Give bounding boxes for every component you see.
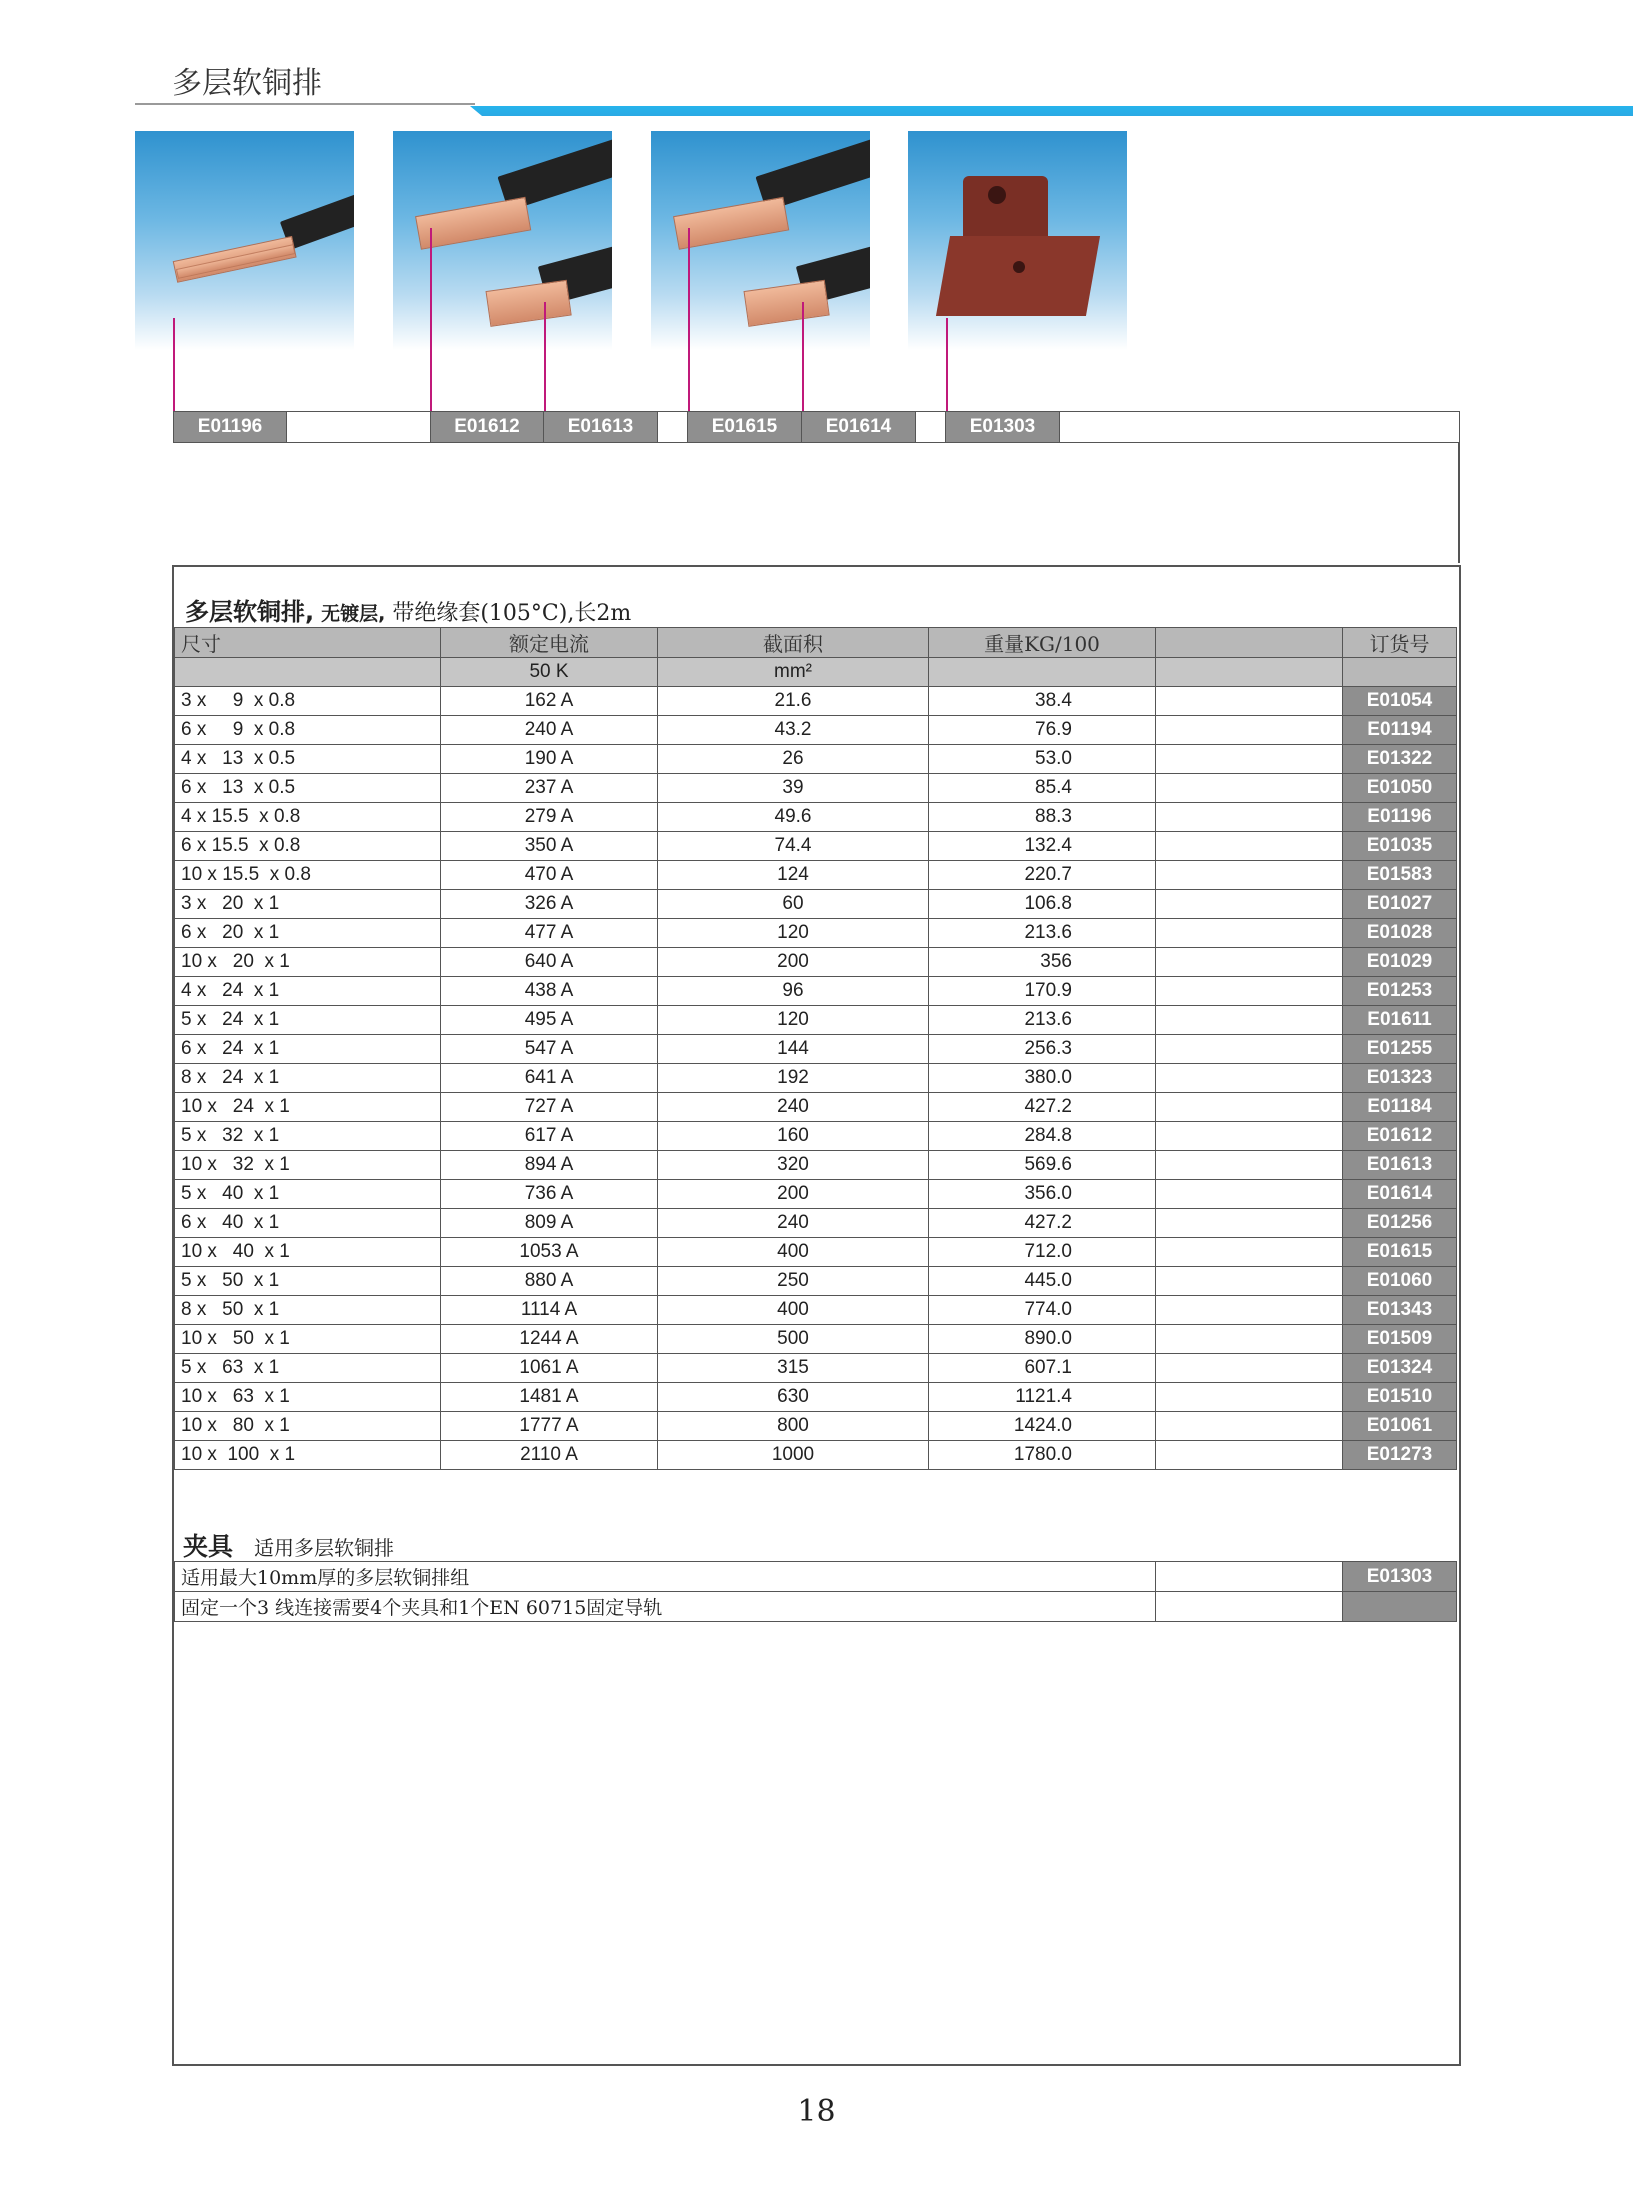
cell-size: 4 x 24 x 1 — [175, 977, 441, 1006]
cell-current: 1053 A — [441, 1238, 658, 1267]
table-row — [175, 832, 1457, 861]
cell-weight: 445.0 — [929, 1267, 1156, 1296]
cell-area: 144 — [658, 1035, 929, 1064]
clamp-text: 固定一个3 线连接需要4个夹具和1个EN 60715固定导轨 — [175, 1592, 1156, 1622]
cell-order-no: E01028 — [1343, 919, 1457, 948]
cell-current: 279 A — [441, 803, 658, 832]
section-title: 多层软铜排, 无镀层, 带绝缘套(105°C),长2m — [185, 598, 632, 626]
cell-order-no: E01256 — [1343, 1209, 1457, 1238]
cell-order-no: E01510 — [1343, 1383, 1457, 1412]
table-row — [175, 687, 1457, 716]
table-row — [175, 1122, 1457, 1151]
cell-current: 350 A — [441, 832, 658, 861]
table-row — [175, 1325, 1457, 1354]
cell-size: 10 x 20 x 1 — [175, 948, 441, 977]
cell-area: 160 — [658, 1122, 929, 1151]
cell-order-no: E01273 — [1343, 1441, 1457, 1470]
cell-area: 39 — [658, 774, 929, 803]
cell-weight: 88.3 — [929, 803, 1156, 832]
product-code: E01615 — [688, 412, 802, 442]
clamp-order-no: E01303 — [1343, 1562, 1457, 1592]
cell-area: 200 — [658, 1180, 929, 1209]
cell-size: 6 x 20 x 1 — [175, 919, 441, 948]
table-row — [175, 1064, 1457, 1093]
product-code: E01614 — [802, 412, 916, 442]
cell-current: 495 A — [441, 1006, 658, 1035]
table-row — [175, 1006, 1457, 1035]
cell-current: 617 A — [441, 1122, 658, 1151]
clamp-table — [174, 1561, 1457, 1622]
product-code: E01196 — [174, 412, 287, 442]
cell-order-no: E01184 — [1343, 1093, 1457, 1122]
table-row — [175, 1441, 1457, 1470]
cell-order-no: E01343 — [1343, 1296, 1457, 1325]
table-row — [175, 919, 1457, 948]
cell-size: 5 x 63 x 1 — [175, 1354, 441, 1383]
cell-area: 60 — [658, 890, 929, 919]
table-row — [175, 861, 1457, 890]
clamp-order-no — [1343, 1592, 1457, 1622]
cell-weight: 213.6 — [929, 1006, 1156, 1035]
cell-weight: 607.1 — [929, 1354, 1156, 1383]
cell-order-no: E01027 — [1343, 890, 1457, 919]
clamp-row — [175, 1562, 1457, 1592]
cell-current: 162 A — [441, 687, 658, 716]
cell-area: 630 — [658, 1383, 929, 1412]
cell-current: 1244 A — [441, 1325, 658, 1354]
cell-weight: 890.0 — [929, 1325, 1156, 1354]
table-row — [175, 745, 1457, 774]
header-size: 尺寸 — [175, 628, 441, 658]
cell-area: 120 — [658, 1006, 929, 1035]
leader-line — [544, 302, 546, 412]
cell-area: 315 — [658, 1354, 929, 1383]
cell-order-no: E01035 — [1343, 832, 1457, 861]
leader-line — [946, 318, 948, 412]
cell-size: 10 x 32 x 1 — [175, 1151, 441, 1180]
cell-weight: 712.0 — [929, 1238, 1156, 1267]
cell-current: 894 A — [441, 1151, 658, 1180]
cell-weight: 380.0 — [929, 1064, 1156, 1093]
cell-size: 10 x 15.5 x 0.8 — [175, 861, 441, 890]
table-row — [175, 1151, 1457, 1180]
cell-weight: 213.6 — [929, 919, 1156, 948]
cell-order-no: E01255 — [1343, 1035, 1457, 1064]
cell-area: 124 — [658, 861, 929, 890]
cell-size: 4 x 15.5 x 0.8 — [175, 803, 441, 832]
cell-current: 1481 A — [441, 1383, 658, 1412]
cell-order-no: E01322 — [1343, 745, 1457, 774]
cell-weight: 38.4 — [929, 687, 1156, 716]
cell-area: 320 — [658, 1151, 929, 1180]
leader-line — [688, 228, 690, 412]
cell-order-no: E01614 — [1343, 1180, 1457, 1209]
cell-current: 326 A — [441, 890, 658, 919]
subheader-current: 50 K — [441, 658, 658, 687]
cell-weight: 170.9 — [929, 977, 1156, 1006]
leader-line — [430, 228, 432, 412]
cell-current: 1777 A — [441, 1412, 658, 1441]
leader-line — [802, 302, 804, 412]
cell-size: 5 x 32 x 1 — [175, 1122, 441, 1151]
cell-current: 727 A — [441, 1093, 658, 1122]
clamp-text: 适用最大10mm厚的多层软铜排组 — [175, 1562, 1156, 1592]
cell-area: 192 — [658, 1064, 929, 1093]
header-order-no: 订货号 — [1343, 628, 1457, 658]
cell-order-no: E01615 — [1343, 1238, 1457, 1267]
cell-order-no: E01612 — [1343, 1122, 1457, 1151]
cell-order-no: E01194 — [1343, 716, 1457, 745]
cell-area: 74.4 — [658, 832, 929, 861]
product-photo-single-bar — [135, 131, 354, 350]
cell-size: 5 x 24 x 1 — [175, 1006, 441, 1035]
cell-size: 6 x 40 x 1 — [175, 1209, 441, 1238]
cell-current: 470 A — [441, 861, 658, 890]
cell-current: 640 A — [441, 948, 658, 977]
leader-line — [173, 318, 175, 412]
code-spacer — [916, 412, 946, 442]
product-code: E01303 — [946, 412, 1060, 442]
product-code: E01613 — [544, 412, 658, 442]
table-row — [175, 1267, 1457, 1296]
table-row — [175, 1354, 1457, 1383]
cell-current: 736 A — [441, 1180, 658, 1209]
cell-current: 477 A — [441, 919, 658, 948]
table-row — [175, 1412, 1457, 1441]
cell-weight: 1780.0 — [929, 1441, 1156, 1470]
table-row — [175, 1296, 1457, 1325]
cell-current: 641 A — [441, 1064, 658, 1093]
cell-order-no: E01050 — [1343, 774, 1457, 803]
cell-order-no: E01060 — [1343, 1267, 1457, 1296]
table-row — [175, 1383, 1457, 1412]
cell-size: 8 x 24 x 1 — [175, 1064, 441, 1093]
cell-weight: 220.7 — [929, 861, 1156, 890]
table-row — [175, 716, 1457, 745]
cell-weight: 132.4 — [929, 832, 1156, 861]
cell-current: 809 A — [441, 1209, 658, 1238]
code-spacer — [658, 412, 688, 442]
cell-size: 6 x 15.5 x 0.8 — [175, 832, 441, 861]
cell-size: 3 x 20 x 1 — [175, 890, 441, 919]
product-code: E01612 — [431, 412, 544, 442]
header-area: 截面积 — [658, 628, 929, 658]
cell-order-no: E01061 — [1343, 1412, 1457, 1441]
product-photo-double-bar-2 — [651, 131, 870, 350]
table-row — [175, 1093, 1457, 1122]
cell-size: 10 x 40 x 1 — [175, 1238, 441, 1267]
cell-area: 200 — [658, 948, 929, 977]
header-current: 额定电流 — [441, 628, 658, 658]
cell-weight: 569.6 — [929, 1151, 1156, 1180]
cell-current: 547 A — [441, 1035, 658, 1064]
cell-order-no: E01611 — [1343, 1006, 1457, 1035]
cell-order-no: E01323 — [1343, 1064, 1457, 1093]
table-header-row — [175, 628, 1457, 658]
cell-size: 10 x 24 x 1 — [175, 1093, 441, 1122]
cell-order-no: E01253 — [1343, 977, 1457, 1006]
cell-weight: 356.0 — [929, 1180, 1156, 1209]
cell-size: 6 x 13 x 0.5 — [175, 774, 441, 803]
cell-order-no: E01196 — [1343, 803, 1457, 832]
subheader-area: mm² — [658, 658, 929, 687]
cell-weight: 284.8 — [929, 1122, 1156, 1151]
cell-area: 43.2 — [658, 716, 929, 745]
cell-current: 240 A — [441, 716, 658, 745]
cell-weight: 1424.0 — [929, 1412, 1156, 1441]
clamp-section-title: 夹具 适用多层软铜排 — [183, 1532, 394, 1561]
table-row — [175, 948, 1457, 977]
cell-size: 5 x 40 x 1 — [175, 1180, 441, 1209]
header-weight: 重量KG/100 — [929, 628, 1156, 658]
cell-area: 26 — [658, 745, 929, 774]
cell-size: 6 x 9 x 0.8 — [175, 716, 441, 745]
cell-size: 10 x 80 x 1 — [175, 1412, 441, 1441]
cell-current: 1114 A — [441, 1296, 658, 1325]
cell-order-no: E01613 — [1343, 1151, 1457, 1180]
page-number: 18 — [797, 2094, 836, 2129]
table-row — [175, 803, 1457, 832]
cell-current: 190 A — [441, 745, 658, 774]
table-row — [175, 1035, 1457, 1064]
clamp-row — [175, 1592, 1457, 1622]
cell-order-no: E01029 — [1343, 948, 1457, 977]
page-title: 多层软铜排 — [172, 66, 322, 101]
cell-weight: 106.8 — [929, 890, 1156, 919]
table-row — [175, 1238, 1457, 1267]
cell-weight: 356 — [929, 948, 1156, 977]
cell-area: 49.6 — [658, 803, 929, 832]
header-accent-bar — [470, 106, 1633, 116]
cell-area: 240 — [658, 1093, 929, 1122]
cell-weight: 256.3 — [929, 1035, 1156, 1064]
cell-size: 4 x 13 x 0.5 — [175, 745, 441, 774]
cell-area: 400 — [658, 1296, 929, 1325]
cell-order-no: E01324 — [1343, 1354, 1457, 1383]
cell-weight: 774.0 — [929, 1296, 1156, 1325]
cell-current: 438 A — [441, 977, 658, 1006]
cell-order-no: E01054 — [1343, 687, 1457, 716]
cell-area: 400 — [658, 1238, 929, 1267]
cell-area: 800 — [658, 1412, 929, 1441]
table-subheader-row — [175, 658, 1457, 687]
cell-size: 3 x 9 x 0.8 — [175, 687, 441, 716]
cell-size: 10 x 63 x 1 — [175, 1383, 441, 1412]
product-code-strip — [173, 411, 1460, 443]
table-row — [175, 1180, 1457, 1209]
cell-area: 1000 — [658, 1441, 929, 1470]
cell-area: 96 — [658, 977, 929, 1006]
cell-weight: 85.4 — [929, 774, 1156, 803]
cell-weight: 427.2 — [929, 1093, 1156, 1122]
table-row — [175, 890, 1457, 919]
code-spacer — [287, 412, 431, 442]
cell-order-no: E01509 — [1343, 1325, 1457, 1354]
table-row — [175, 1209, 1457, 1238]
cell-area: 120 — [658, 919, 929, 948]
cell-weight: 53.0 — [929, 745, 1156, 774]
cell-current: 237 A — [441, 774, 658, 803]
cell-size: 10 x 100 x 1 — [175, 1441, 441, 1470]
cell-current: 1061 A — [441, 1354, 658, 1383]
cell-current: 880 A — [441, 1267, 658, 1296]
frame-border — [1458, 443, 1460, 563]
cell-area: 250 — [658, 1267, 929, 1296]
header-rule — [135, 103, 475, 105]
cell-size: 5 x 50 x 1 — [175, 1267, 441, 1296]
cell-weight: 427.2 — [929, 1209, 1156, 1238]
cell-size: 10 x 50 x 1 — [175, 1325, 441, 1354]
cell-current: 2110 A — [441, 1441, 658, 1470]
product-photo-double-bar-1 — [393, 131, 612, 350]
table-row — [175, 774, 1457, 803]
cell-area: 500 — [658, 1325, 929, 1354]
product-photo-clamp — [908, 131, 1127, 350]
cell-order-no: E01583 — [1343, 861, 1457, 890]
table-row — [175, 977, 1457, 1006]
cell-area: 240 — [658, 1209, 929, 1238]
cell-area: 21.6 — [658, 687, 929, 716]
header-blank — [1156, 628, 1343, 658]
cell-size: 8 x 50 x 1 — [175, 1296, 441, 1325]
product-table — [174, 627, 1457, 1470]
cell-weight: 1121.4 — [929, 1383, 1156, 1412]
cell-weight: 76.9 — [929, 716, 1156, 745]
cell-size: 6 x 24 x 1 — [175, 1035, 441, 1064]
